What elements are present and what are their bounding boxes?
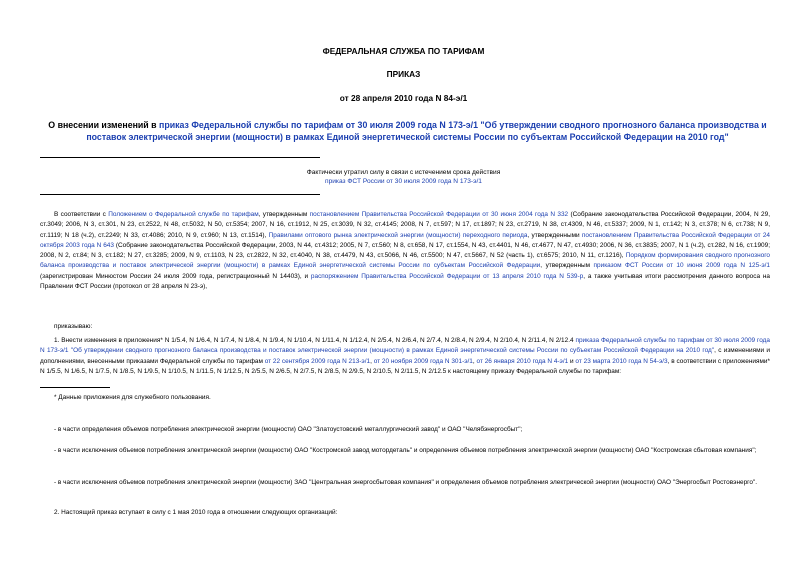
- title-link-order-173[interactable]: приказ Федеральной службы по тарифам от 30 июля 2009 года N 173-э/1 "Об утверждении сводного прогнозного баланса производства и поставок электрической энергии (мощности) в рамках Единой энергетической системы России по субъектам Российской Федерации на 2010 год": [86, 120, 767, 142]
- link-directive-539[interactable]: распоряжением Правительства Российской Федерации от 13 апреля 2010 года N 539-р: [310, 272, 584, 280]
- list-item-kostroma: - в части исключения объемов потребления электрической энергии (мощности) ОАО "Костромской завод мотордеталь" и определения объемов потребления электрической энергии (мощности) ОАО "Костромская сбытовая компания";: [54, 447, 757, 454]
- paragraph-item-2: 2. Настоящий приказ вступает в силу с 1 мая 2010 года в отношении следующих организаций:: [54, 509, 338, 516]
- link-order-301[interactable]: от 20 ноября 2009 года N 301-э/1: [373, 357, 473, 365]
- order-word: приказываю:: [54, 323, 93, 330]
- agency-heading: ФЕДЕРАЛЬНАЯ СЛУЖБА ПО ТАРИФАМ: [322, 46, 485, 56]
- link-wholesale-market-rules[interactable]: Правилами оптового рынка электрической энергии (мощности) переходного периода: [268, 231, 528, 239]
- text-fragment: , в соответствии с приложениями* N 1/5.5, N 1/6.5, N 1/7.5, N 1/8.5, N 1/9.5, N 1/10.5, N 1/11.5, N 1/12.5, N 2/5.5, N 2/6.5, N 2/7.5, N 2/8.5, N 2/9.5, N 2/10.5, N 2/11.5, N 2/12.5 к настоящему приказу Федеральной службы по тарифам:: [40, 357, 770, 375]
- text-fragment: (зарегистрирован Минюстом России 24 июля 2009 года, регистрационный N 14403), и: [40, 272, 311, 280]
- link-order-4[interactable]: от 26 января 2010 года N 4-э/1: [476, 357, 569, 365]
- text-fragment: В соответствии с: [54, 211, 109, 218]
- doc-type-heading: ПРИКАЗ: [386, 69, 421, 79]
- text-fragment: 1. Внести изменения в приложения* N 1/5.4, N 1/6.4, N 1/7.4, N 1/8.4, N 1/9.4, N 1/10.4, N 1/11.4, N 1/12.4, N 2/5.4, N 2/6.4, N 2/7.4, N 2/8.4, N 2/9.4, N 2/10.4, N 2/11.4, N 2/12.4: [54, 337, 576, 344]
- paragraph-legal-basis: [40, 210, 770, 292]
- text-fragment: , утвержденным: [540, 262, 594, 270]
- divider-top: [40, 157, 320, 158]
- text-fragment: , с изменениями и дополнениями, внесенными приказами Федеральной службы по тарифам: [40, 347, 770, 365]
- text-fragment: , а также учитывая итоги рассмотрения данного вопроса на Правлении ФСТ России (протокол от 28 апреля N 23-э),: [40, 272, 770, 291]
- link-order-54[interactable]: от 23 марта 2010 года N 54-э/3: [575, 357, 668, 365]
- link-order-173[interactable]: приказа Федеральной службы по тарифам от 30 июля 2009 года N 173-э/1 "Об утверждении сводного прогнозного баланса производства и поставок электрической энергии (мощности) в рамках Единой энергетической системы России по субъектам Российской Федерации на 2010 год": [40, 337, 770, 355]
- text-fragment: и: [568, 357, 576, 365]
- title-prefix: О внесении изменений в: [48, 120, 160, 130]
- validity-note-text: Фактически утратил силу в связи с истечением срока действия: [306, 169, 501, 176]
- footnote-divider: [40, 387, 110, 388]
- text-fragment: , утвержденными: [527, 231, 582, 239]
- validity-note: [0, 168, 807, 186]
- divider-bottom: [40, 194, 320, 195]
- text-fragment: ,: [370, 357, 374, 365]
- list-item-rostov: - в части исключения объемов потребления электрической энергии (мощности) ЗАО "Центральная энергосбытовая компания" и определения объемов потребления электрической энергии (мощности) ОАО "Энергосбыт Ростовэнерго".: [54, 479, 758, 486]
- link-resolution-643[interactable]: постановлением Правительства Российской Федерации от 24 октября 2003 года N 643: [40, 231, 770, 249]
- link-order-125[interactable]: приказом ФСТ России от 10 июня 2009 года N 125-э/1: [593, 262, 771, 270]
- link-fst-regulation[interactable]: Положением о Федеральной службе по тарифам: [108, 211, 259, 218]
- link-resolution-332[interactable]: постановлением Правительства Российской Федерации от 30 июня 2004 года N 332: [309, 211, 569, 218]
- text-fragment: (Собрание законодательства Российской Федерации, 2003, N 44, ст.4312; 2005, N 7, ст.560; N 8, ст.658, N 17, ст.1554, N 43, ст.4401, N 46, ст.4677, N 47, ст.4930; 2006, N 36, ст.3835; 2007, N 1 (ч.2), ст.282, N 16, ст.1909; 2008, N 2, ст.84; N 3, ст.182; N 27, ст.3285; 2009, N 9, ст.1103, N 23, ст.2822, N 32, ст.4040, N 38, ст.4479, N 43, ст.5066, N 46, ст.5500; N 47, ст.5667, N 52 (часть 1), ст.6575; 2010, N 11, ст.1216),: [40, 241, 770, 260]
- doc-date-number: от 28 апреля 2010 года N 84-э/1: [339, 93, 468, 103]
- list-item-zlatoust: - в части определения объемов потребления электрической энергии (мощности) ОАО "Златоустовский металлургический завод" и ОАО "Челябэнергосбыт";: [54, 426, 523, 433]
- text-fragment: ,: [472, 357, 477, 365]
- link-balance-procedure[interactable]: Порядком формирования сводного прогнозного баланса производства и поставок электрической энергии (мощности) в рамках Единой энергетической системы России по субъектам Российской Федерации: [40, 252, 770, 270]
- document-title: [40, 119, 775, 143]
- text-fragment: , утвержденным: [258, 211, 310, 218]
- footnote: * Данные приложения для служебного пользования.: [54, 394, 211, 401]
- validity-note-link[interactable]: приказ ФСТ России от 30 июля 2009 года N 173-э/1: [325, 178, 482, 185]
- link-order-213[interactable]: от 22 сентября 2009 года N 213-э/1: [264, 357, 371, 365]
- text-fragment: (Собрание законодательства Российской Федерации, 2004, N 29, ст.3049; 2006, N 3, ст.301, N 23, ст.2522, N 48, ст.5032, N 50, ст.5354; 2007, N 16, ст.1912, N 25, ст.3039, N 32, ст.4145; 2008, N 7, ст.597; N 17, ст.1897; N 23, ст.2719, N 38, ст.4309, N 46, ст.5337; 2009, N 1, ст.142; N 3, ст.378; N 6, ст.738; N 9, ст.1119; N 18 (ч.2), ст.2249; N 33, ст.4086; 2010, N 9, ст.960; N 13, ст.1514),: [40, 211, 770, 239]
- paragraph-item-1: [40, 336, 770, 377]
